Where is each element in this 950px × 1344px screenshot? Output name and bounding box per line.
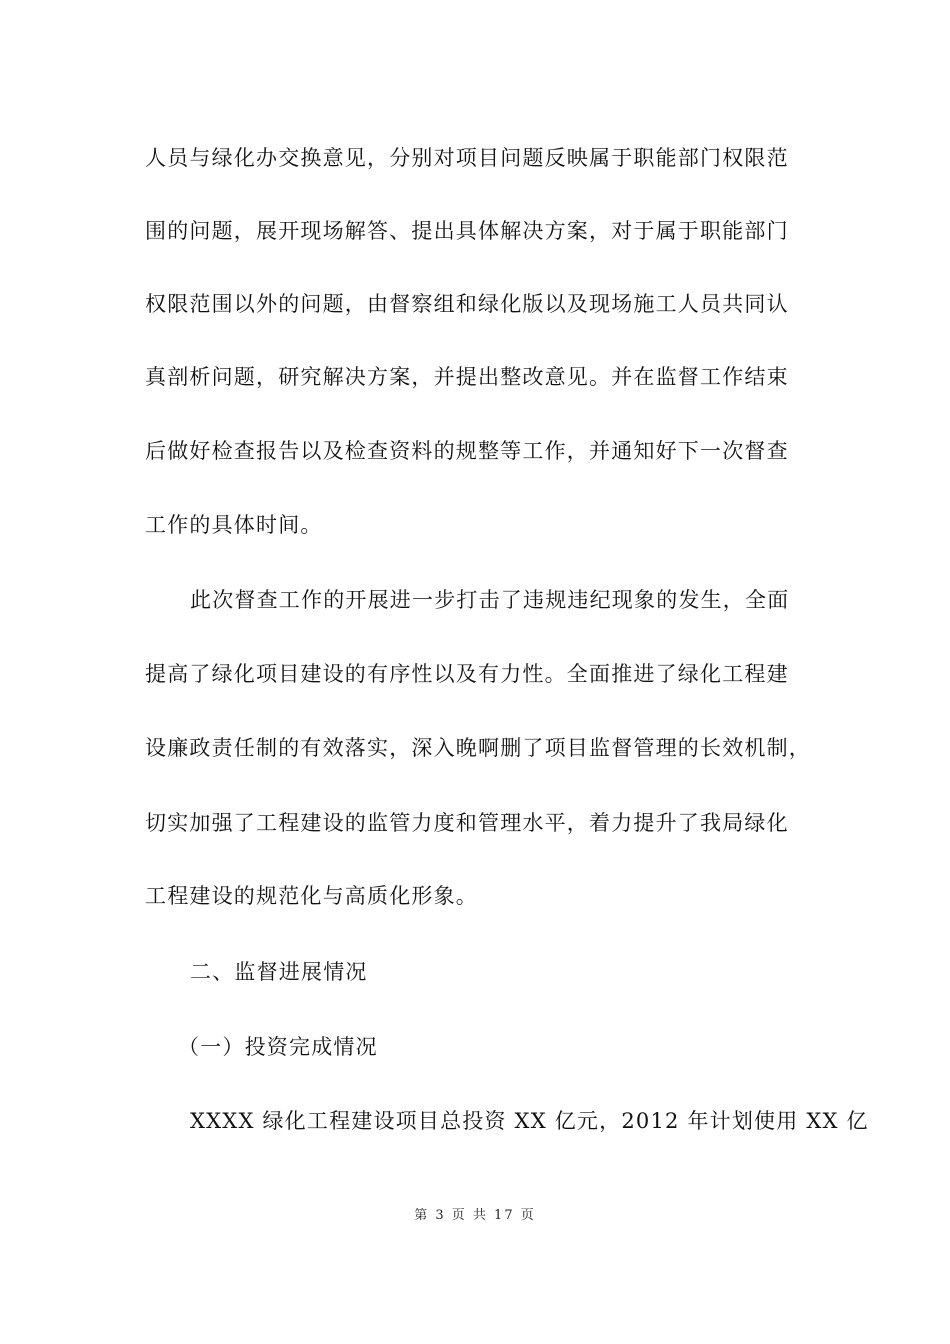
text-line-1: 人员与绿化办交换意见，分别对项目问题反映属于职能部门权限范 — [145, 146, 789, 170]
text-line-5: 后做好检查报告以及检查资料的规整等工作，并通知好下一次督查 — [145, 439, 789, 463]
text-line-6: 工作的具体时间。 — [145, 513, 323, 537]
text-line-7: 此次督查工作的开展进一步打击了违规违纪现象的发生，全面 — [190, 588, 790, 612]
text-line-4: 真剖析问题，研究解决方案，并提出整改意见。并在监督工作结束 — [145, 365, 789, 389]
text-line-14: XXXX 绿化工程建设项目总投资 XX 亿元，2012 年计划使用 XX 亿 — [190, 1109, 869, 1133]
text-line-8: 提高了绿化项目建设的有序性以及有力性。全面推进了绿化工程建 — [145, 662, 789, 686]
text-line-2: 围的问题，展开现场解答、提出具体解决方案，对于属于职能部门 — [145, 219, 789, 243]
page-footer: 第 3 页 共 17 页 — [414, 1208, 536, 1223]
text-line-3: 权限范围以外的问题，由督察组和绿化版以及现场施工人员共同认 — [145, 292, 789, 316]
section-heading: 二、监督进展情况 — [190, 960, 368, 984]
subsection-heading: （一）投资完成情况 — [178, 1035, 378, 1059]
text-line-10: 切实加强了工程建设的监管力度和管理水平，着力提升了我局绿化 — [145, 811, 789, 835]
text-line-11: 工程建设的规范化与高质化形象。 — [145, 884, 478, 908]
text-line-9: 设廉政责任制的有效落实，深入晚啊删了项目监督管理的长效机制， — [145, 736, 811, 760]
